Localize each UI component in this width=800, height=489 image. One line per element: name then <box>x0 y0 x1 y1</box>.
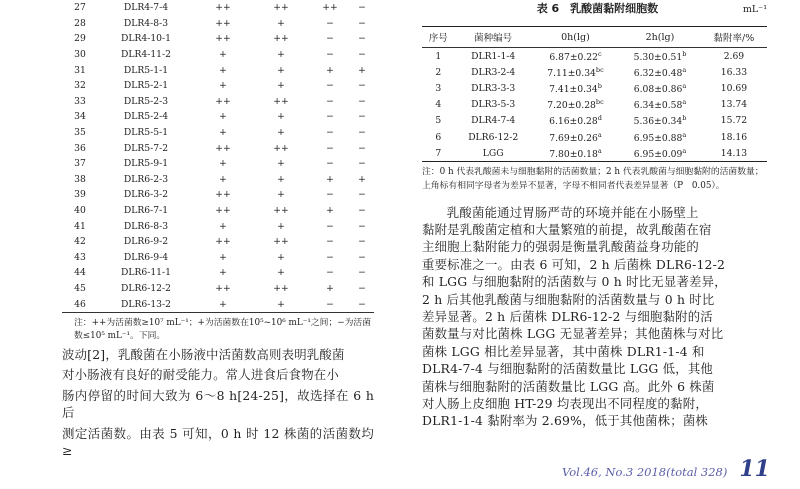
table-row <box>62 0 374 16</box>
table-cell: DLR3-2-4 <box>471 66 516 78</box>
table-cell: DLR4-7-4 <box>123 2 169 14</box>
table-cell: DLR6-3-2 <box>123 189 169 201</box>
table-row <box>422 80 767 96</box>
table-cell: DLR3-3-3 <box>471 82 516 94</box>
table-header-cell: 黏附率/% <box>701 27 767 48</box>
value-text: 6.08±0.86 <box>633 84 683 95</box>
table-cell: ++ <box>215 95 231 107</box>
table-cell: − <box>358 251 366 263</box>
table-cell: + <box>326 282 334 294</box>
table-cell: + <box>219 267 227 279</box>
text-line: 黏附是乳酸菌定植和大量繁殖的前提，故乳酸菌在宿 <box>422 221 712 237</box>
table-cell: − <box>326 236 334 248</box>
table-cell: + <box>277 220 285 232</box>
text-line: 主细胞上黏附能力的强弱是衡量乳酸菌益身功能的 <box>422 239 699 255</box>
text-line: DLR1-1-4 黏附率为 2.69%，低于其他菌株；菌株 <box>422 413 709 429</box>
table-cell <box>619 97 701 113</box>
table-cell: DLR3-5-3 <box>471 99 516 111</box>
significance-letter: b <box>682 114 687 123</box>
table-cell: + <box>219 64 227 76</box>
table-cell: DLR4-10-1 <box>121 33 171 45</box>
table-row <box>62 78 374 94</box>
table-5 <box>62 0 374 313</box>
table-cell: DLR5-1-1 <box>123 64 169 76</box>
value-text: 7.41±0.34 <box>549 84 598 95</box>
table-6 <box>422 26 767 162</box>
table-cell: − <box>326 142 334 154</box>
table-cell: − <box>326 158 334 170</box>
table-cell: + <box>219 111 227 123</box>
table-cell: − <box>326 80 334 92</box>
table-cell: − <box>326 17 334 29</box>
table-cell: 14.13 <box>720 147 748 159</box>
table-cell: 3 <box>435 82 442 94</box>
table-cell: 18.16 <box>720 131 748 143</box>
table-cell: ++ <box>215 2 231 14</box>
table-row <box>62 265 374 281</box>
table-row <box>422 64 767 80</box>
table-cell: 43 <box>74 251 86 263</box>
table-cell <box>619 129 701 145</box>
text-line: 和 LGG 与细胞黏附的活菌数与 0 h 时比无显著差异， <box>422 274 727 290</box>
page-footer <box>560 456 770 482</box>
table-cell: + <box>326 64 334 76</box>
table-cell: 28 <box>74 17 86 29</box>
right-column <box>422 0 767 430</box>
table-cell: 38 <box>74 173 86 185</box>
table-cell: − <box>358 158 366 170</box>
table-row <box>62 296 374 312</box>
table-cell <box>532 64 619 80</box>
table-cell: 37 <box>74 158 86 170</box>
table-cell <box>532 48 619 65</box>
table-cell: LGG <box>482 147 504 159</box>
table-row <box>422 129 767 145</box>
table-cell: DLR5-2-3 <box>123 95 169 107</box>
table-header-cell: 序号 <box>422 27 455 48</box>
text-line: 测定活菌数。由表 5 可知，0 h 时 12 株菌的活菌数均≥ <box>62 425 374 458</box>
table-cell: 46 <box>74 298 86 310</box>
table-cell: 29 <box>74 33 86 45</box>
table-cell: DLR6-2-3 <box>123 173 169 185</box>
table-cell: 27 <box>74 2 86 14</box>
table-cell: − <box>358 17 366 29</box>
text-line: 2 h 后其他乳酸菌与细胞黏附的活菌数量与 0 h 时比 <box>422 291 715 307</box>
table-cell: − <box>326 33 334 45</box>
table-cell: DLR5-2-1 <box>123 80 169 92</box>
table-cell: 5 <box>435 115 442 127</box>
table-cell: ++ <box>273 2 289 14</box>
table-cell: ++ <box>322 2 338 14</box>
table-cell: ++ <box>273 142 289 154</box>
text-line: 重要标准之一。由表 6 可知，2 h 后菌株 DLR6-12-2 <box>422 256 726 272</box>
table-row <box>422 113 767 129</box>
table-6-note: 注：0 h 代表乳酸菌未与细胞黏附的活菌数量；2 h 代表乳酸菌与细胞黏附的活菌数量；上角标有相同字母者为差异不显著，字母不相同者代表差异显著（P 0.05）。 <box>422 167 764 191</box>
table-cell: + <box>219 80 227 92</box>
table-cell: + <box>277 17 285 29</box>
value-text: 6.32±0.48 <box>633 67 683 79</box>
table-cell: + <box>219 298 227 310</box>
table-cell: ++ <box>273 236 289 248</box>
table-header-cell: 菌种编号 <box>455 27 532 48</box>
table-cell <box>619 145 701 162</box>
value-text: 6.95±0.88 <box>633 132 683 144</box>
table-cell: + <box>219 127 227 139</box>
table-cell: + <box>277 298 285 310</box>
table-cell: + <box>277 64 285 76</box>
table-cell: + <box>277 49 285 61</box>
table-cell: + <box>326 205 334 217</box>
left-column <box>62 0 374 459</box>
table-cell: + <box>219 158 227 170</box>
table-cell: 1 <box>435 50 442 62</box>
table-row <box>62 94 374 110</box>
significance-letter: a <box>682 98 687 107</box>
table-5-note-line: 数≤10⁵ mL⁻¹。下同。 <box>74 330 166 341</box>
table-cell: − <box>358 282 366 294</box>
table-cell: 15.72 <box>720 115 748 127</box>
table-row <box>62 47 374 63</box>
table-cell: − <box>358 236 366 248</box>
table-cell: 32 <box>74 80 86 92</box>
table-cell: ++ <box>215 142 231 154</box>
significance-letter: c <box>597 49 602 58</box>
table-cell: 10.69 <box>720 82 748 94</box>
text-line: 菌株与细胞黏附的活菌数量比 LGG 高。此外 6 株菌 <box>422 378 715 394</box>
table-row <box>62 250 374 266</box>
table-cell: + <box>277 267 285 279</box>
table-cell: DLR6-12-2 <box>468 131 519 143</box>
table-cell: + <box>277 127 285 139</box>
table-cell: ++ <box>273 282 289 294</box>
table-cell: ++ <box>215 189 231 201</box>
table-cell: − <box>326 49 334 61</box>
table-cell: − <box>326 298 334 310</box>
table-cell: 35 <box>74 127 86 139</box>
significance-letter: b <box>597 81 602 90</box>
table-cell: − <box>326 220 334 232</box>
table-cell: − <box>358 49 366 61</box>
table-cell: DLR4-8-3 <box>123 17 169 29</box>
table-cell: ++ <box>215 33 231 45</box>
table-cell: 2 <box>435 66 442 78</box>
table-cell: + <box>326 173 334 185</box>
table-cell: 39 <box>74 189 86 201</box>
table-cell: − <box>358 142 366 154</box>
table-cell: DLR5-7-2 <box>123 142 169 154</box>
table-cell: + <box>358 64 366 76</box>
table-cell: − <box>358 189 366 201</box>
table-row <box>62 281 374 297</box>
value-text: 7.69±0.26 <box>549 132 598 144</box>
table-cell: − <box>358 95 366 107</box>
table-cell <box>619 64 701 80</box>
table-cell: ++ <box>215 205 231 217</box>
table-cell: 36 <box>74 142 86 154</box>
value-text: 5.36±0.34 <box>633 116 683 128</box>
table-cell: ++ <box>273 33 289 45</box>
significance-letter: a <box>682 81 687 90</box>
table-cell: DLR6-7-1 <box>123 205 169 217</box>
value-text: 6.34±0.58 <box>633 100 683 112</box>
value-text: 7.80±0.18 <box>549 148 598 160</box>
significance-letter: a <box>682 130 687 139</box>
left-body-text <box>62 346 374 459</box>
table-cell <box>619 113 701 129</box>
table-cell <box>532 145 619 162</box>
value-text: 6.95±0.09 <box>633 148 683 160</box>
table-cell: DLR6-11-1 <box>121 267 171 279</box>
significance-letter: bc <box>595 65 604 74</box>
text-line: 对小肠液有良好的耐受能力。常人进食后食物在小 <box>62 367 339 383</box>
table-cell: − <box>358 267 366 279</box>
table-6-title: 表 6 乳酸菌黏附细胞数 <box>536 2 659 15</box>
table-cell: − <box>326 111 334 123</box>
table-cell: DLR6-9-2 <box>123 236 169 248</box>
table-cell: − <box>358 205 366 217</box>
table-row <box>62 16 374 32</box>
table-cell: + <box>277 189 285 201</box>
table-cell: ++ <box>215 236 231 248</box>
table-cell: 44 <box>74 267 86 279</box>
table-row <box>62 156 374 172</box>
text-line: 菌数量与对比菌株 LGG 无显著差异；其他菌株与对比 <box>422 326 724 342</box>
table-cell: DLR6-13-2 <box>121 298 171 310</box>
table-cell: DLR6-12-2 <box>121 282 171 294</box>
table-cell: − <box>358 220 366 232</box>
table-header-cell: 2h(lg) <box>619 27 701 48</box>
table-row <box>62 62 374 78</box>
table-cell: + <box>277 158 285 170</box>
table-cell: DLR6-9-4 <box>123 251 169 263</box>
table-row <box>62 172 374 188</box>
table-row <box>62 31 374 47</box>
table-cell: + <box>277 111 285 123</box>
table-cell: DLR4-7-4 <box>471 115 516 127</box>
table-6-caption <box>422 0 767 26</box>
table-cell: − <box>326 95 334 107</box>
table-cell: ++ <box>273 205 289 217</box>
significance-letter: d <box>597 114 602 123</box>
table-cell: − <box>358 33 366 45</box>
table-cell: − <box>326 267 334 279</box>
value-text: 6.87±0.22 <box>549 51 598 63</box>
table-cell: + <box>358 173 366 185</box>
table-5-note-line: 注：++为活菌数≥10⁷ mL⁻¹；+为活菌数在10⁵~10⁶ mL⁻¹之间；−为活菌 <box>74 317 372 328</box>
table-cell: 16.33 <box>720 66 748 78</box>
table-cell: DLR5-2-4 <box>123 111 169 123</box>
table-cell: 40 <box>74 205 86 217</box>
table-cell <box>532 113 619 129</box>
text-line: 对人肠上皮细胞 HT-29 均表现出不同程度的黏附， <box>422 395 708 411</box>
table-cell: ++ <box>215 282 231 294</box>
table-cell: 2.69 <box>723 50 745 62</box>
text-line: DLR4-7-4 与细胞黏附的活菌数量比 LGG 低，其他 <box>422 361 714 377</box>
table-row <box>422 48 767 65</box>
text-line: 菌株 LGG 相比差异显著，其中菌株 DLR1-1-4 和 <box>422 343 705 359</box>
table-6-unit: mL⁻¹ <box>742 4 767 15</box>
table-cell: + <box>219 220 227 232</box>
table-row <box>62 140 374 156</box>
table-cell: 30 <box>74 49 86 61</box>
table-row <box>62 125 374 141</box>
table-cell: DLR4-11-2 <box>121 49 171 61</box>
table-cell: 6 <box>435 131 442 143</box>
table-cell <box>532 97 619 113</box>
table-cell: 42 <box>74 236 86 248</box>
table-cell: 31 <box>74 64 86 76</box>
table-cell: DLR6-8-3 <box>123 220 169 232</box>
value-text: 7.11±0.34 <box>547 67 596 79</box>
table-row <box>422 97 767 113</box>
table-cell: + <box>277 251 285 263</box>
table-cell: − <box>358 111 366 123</box>
table-row <box>62 109 374 125</box>
text-line: 波动[2]，乳酸菌在小肠液中活菌数高则表明乳酸菌 <box>62 346 345 362</box>
table-cell: − <box>326 127 334 139</box>
table-cell: + <box>219 173 227 185</box>
table-cell <box>532 80 619 96</box>
right-body-text <box>422 204 767 430</box>
table-cell: + <box>219 49 227 61</box>
table-row <box>62 218 374 234</box>
table-cell: 34 <box>74 111 86 123</box>
table-cell: 45 <box>74 282 86 294</box>
table-cell: 33 <box>74 95 86 107</box>
table-cell: ++ <box>273 95 289 107</box>
significance-letter: a <box>682 65 687 74</box>
table-cell: − <box>358 127 366 139</box>
table-cell: + <box>277 173 285 185</box>
table-cell: − <box>358 2 366 14</box>
table-cell <box>619 48 701 65</box>
table-cell: 41 <box>74 220 86 232</box>
text-line: 差异显著。2 h 后菌株 DLR6-12-2 与细胞黏附的活 <box>422 308 713 324</box>
table-row <box>422 145 767 162</box>
table-cell: DLR5-5-1 <box>123 127 169 139</box>
text-line: 乳酸菌能通过胃肠严苛的环境并能在小肠壁上 <box>446 204 699 220</box>
value-text: 7.20±0.28 <box>547 100 596 112</box>
significance-letter: a <box>597 130 602 139</box>
table-cell: − <box>326 251 334 263</box>
table-row <box>62 203 374 219</box>
significance-letter: bc <box>595 98 604 107</box>
value-text: 6.16±0.28 <box>549 116 598 128</box>
table-row <box>62 234 374 250</box>
table-cell: − <box>358 298 366 310</box>
significance-letter: b <box>682 49 687 58</box>
table-cell: 7 <box>435 147 442 159</box>
table-cell: ++ <box>215 17 231 29</box>
table-cell <box>619 80 701 96</box>
table-cell <box>532 129 619 145</box>
table-cell: 4 <box>435 99 442 111</box>
table-cell: DLR5-9-1 <box>123 158 169 170</box>
table-row <box>62 187 374 203</box>
table-cell: DLR1-1-4 <box>471 50 516 62</box>
table-5-note <box>74 317 374 343</box>
table-cell: − <box>358 80 366 92</box>
table-cell: 13.74 <box>720 99 748 111</box>
journal-info: Vol.46, No.3 2018(total 328) <box>561 465 728 479</box>
significance-letter: a <box>682 146 687 155</box>
table-cell: + <box>277 80 285 92</box>
value-text: 5.30±0.51 <box>633 51 683 63</box>
page-number: 11 <box>739 456 770 482</box>
table-cell: + <box>219 251 227 263</box>
table-cell: − <box>326 189 334 201</box>
text-line: 肠内停留的时间大致为 6～8 h[24-25]，故选择在 6 h 后 <box>62 387 374 421</box>
significance-letter: a <box>597 146 602 155</box>
table-header-cell: 0h(lg) <box>532 27 619 48</box>
